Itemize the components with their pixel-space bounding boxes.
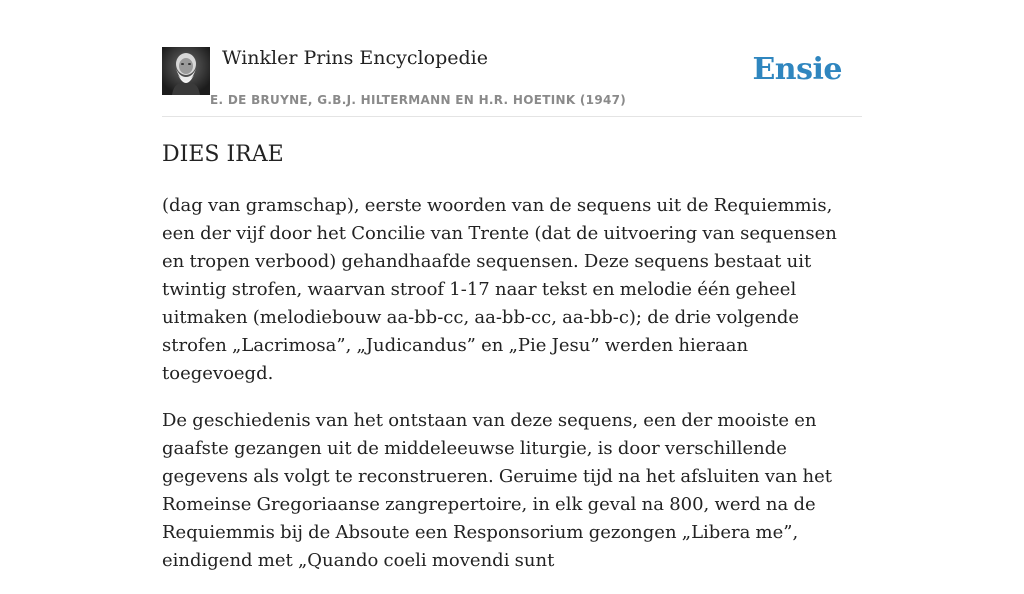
article-body bbox=[162, 192, 862, 594]
author-avatar bbox=[162, 47, 210, 95]
site-header bbox=[162, 46, 862, 117]
site-title[interactable]: Winkler Prins Encyclopedie bbox=[222, 47, 488, 69]
brand-logo[interactable]: Ensie bbox=[752, 52, 842, 87]
article-title: DIES IRAE bbox=[162, 142, 284, 167]
portrait-icon bbox=[162, 47, 210, 95]
article-paragraph: De geschiedenis van het ontstaan van deze sequens, een der mooiste en gaafste gezangen uit de middeleeuwse liturgie, is door verschillende gegevens als volgt te reconstrueren. Geruime tijd na het afsluiten van het Romeinse Gregoriaanse zangrepertoire, in elk geval na 800, werd na de Requiemmis bij de Absoute een Responsorium gezongen „Libera me”, eindigend met „Quando coeli movendi sunt bbox=[162, 410, 833, 571]
article-paragraph: (dag van gramschap), eerste woorden van de sequens uit de Requiemmis, een der vijf door het Concilie van Trente (dat de uitvoering van sequensen en tropen verbood) gehandhaafde sequensen. Deze sequens bestaat uit twintig strofen, waarvan stroof 1-17 naar tekst en melodie één geheel uitmaken (melodiebouw aa-bb-cc, aa-bb-cc, aa-bb-c); de drie volgende strofen „Lacrimosa”, „Judicandus” en „Pie Jesu” werden hieraan toegevoegd. bbox=[162, 195, 837, 384]
article-authors: E. DE BRUYNE, G.B.J. HILTERMANN EN H.R. HOETINK (1947) bbox=[210, 93, 627, 107]
